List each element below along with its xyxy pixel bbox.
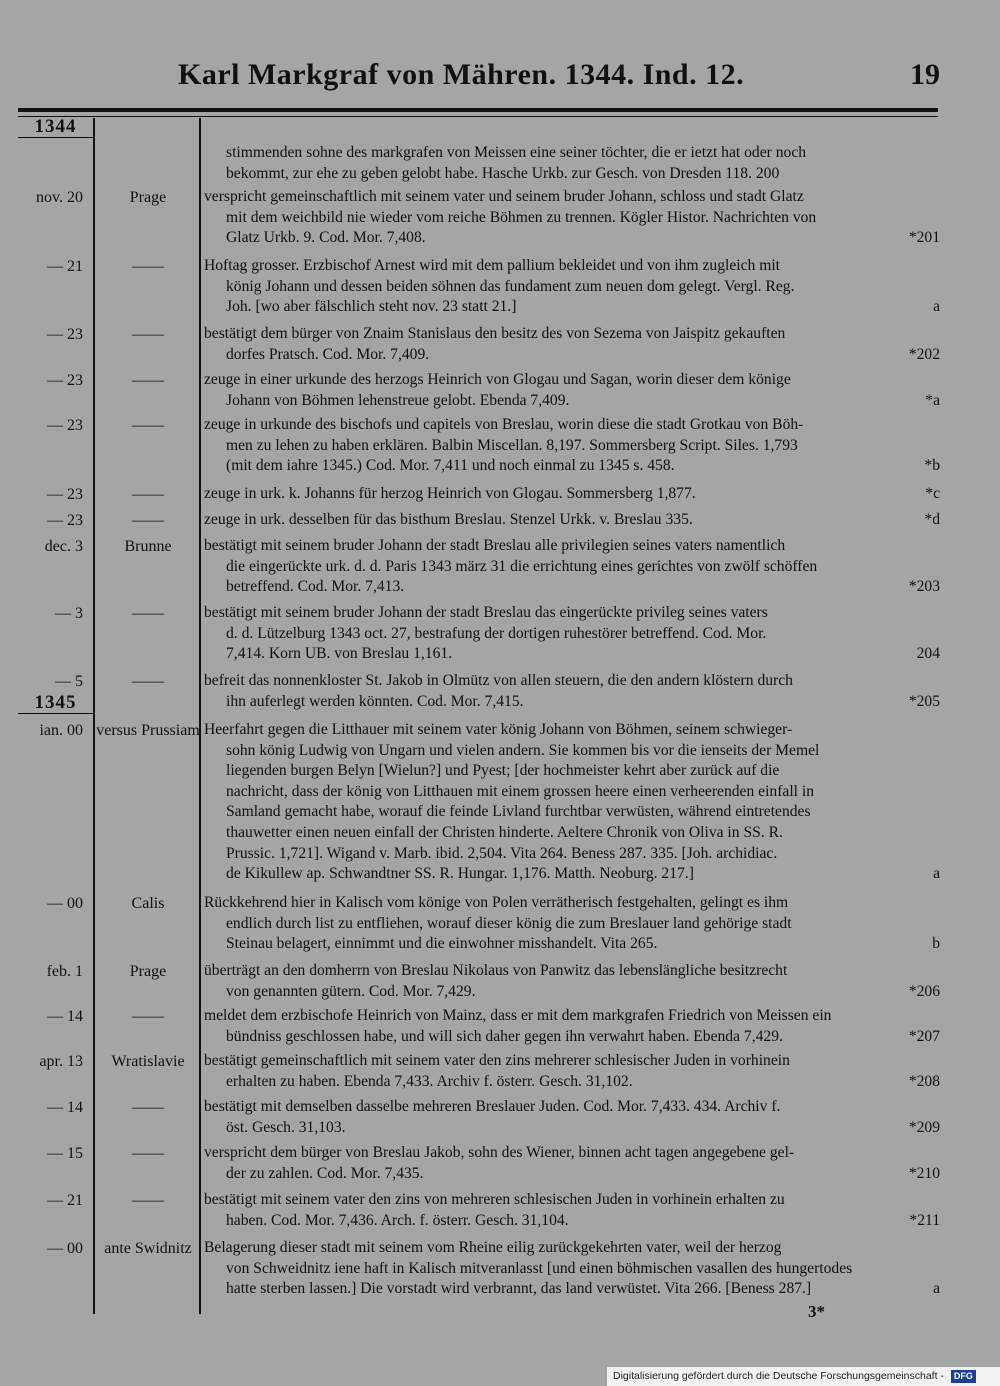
text-line: [204, 256, 940, 277]
text-line: [204, 1259, 940, 1280]
text-line-content: de Kikullew ap. Schwandtner SS. R. Hungar. 1,176. Matth. Neoburg. 217.]: [226, 865, 694, 883]
entry-text: [204, 1006, 940, 1047]
entry-date: — 23: [47, 372, 83, 389]
entry-place: ——: [132, 1099, 164, 1116]
entry-text: [204, 484, 940, 505]
entry-reference-number: *205: [908, 692, 940, 710]
entry-date: — 3: [55, 605, 83, 622]
continuation-text: [226, 143, 940, 184]
text-line-content: könig Johann und dessen beiden söhnen das fundament zum neuen dom gelegt. Vergl. Reg.: [226, 277, 795, 295]
entry-date: — 23: [47, 417, 83, 434]
entry-place: ——: [132, 1192, 164, 1209]
text-line: [204, 415, 940, 436]
entry-date: — 14: [47, 1099, 83, 1116]
text-line-content: verspricht dem bürger von Breslau Jakob, sohn des Wiener, binnen acht tagen angegebene gel-: [204, 1144, 795, 1161]
running-title: Karl Markgraf von Mähren. 1344. Ind. 12.: [178, 58, 745, 91]
text-line: [204, 436, 940, 457]
entry-date: nov. 20: [36, 189, 83, 206]
entry-reference-number: b: [932, 935, 940, 953]
text-line: bekommt, zur ehe zu geben gelobt habe. Hasche Urkb. zur Gesch. von Dresden 118. 200: [226, 164, 780, 182]
text-line: [204, 644, 940, 665]
text-line: [204, 297, 940, 318]
entry-date: dec. 3: [44, 538, 83, 555]
entry-reference-number: *d: [924, 511, 940, 528]
column-divider-place: [199, 118, 201, 1314]
entry-text: [204, 415, 940, 477]
entry-place: Wratislavie: [111, 1053, 185, 1070]
text-line: [204, 208, 940, 229]
page-number: 19: [910, 58, 940, 91]
entry-date: — 21: [47, 258, 83, 275]
text-line: [204, 456, 940, 477]
entry-reference-number: *a: [925, 391, 940, 409]
entry-place: ——: [132, 673, 164, 690]
text-line-content: erhalten zu haben. Ebenda 7,433. Archiv f. österr. Gesch. 31,102.: [226, 1072, 633, 1090]
text-line: [204, 624, 940, 645]
text-line-content: ihn auferlegt werden könnten. Cod. Mor. 7,415.: [226, 692, 524, 710]
entry-text: [204, 1238, 940, 1300]
text-line-content: men zu lehen zu haben erklären. Balbin Miscellan. 8,197. Sommersberg Script. Siles. 1,793: [226, 436, 798, 454]
text-line: [204, 823, 940, 844]
entry-text: [204, 510, 940, 531]
text-line-content: bestätigt mit seinem bruder Johann der stadt Breslau das eingerückte privileg seines vaters: [204, 604, 768, 621]
text-line-content: Hoftag grosser. Erzbischof Arnest wird mit dem pallium bekleidet und von ihm zugleich mit: [204, 257, 780, 274]
text-line: [204, 982, 940, 1003]
text-line-content: bestätigt mit demselben dasselbe mehreren Breslauer Juden. Cod. Mor. 7,433. 434. Archiv f.: [204, 1098, 781, 1115]
entry-date: — 15: [47, 1145, 83, 1162]
entry-date: — 00: [47, 1240, 83, 1257]
text-line-content: thauwetter einen neuen einfall der Christen hinderte. Aeltere Chronik von Oliva in SS. R.: [226, 823, 783, 841]
entry-place: ——: [132, 258, 164, 275]
text-line: [204, 324, 940, 345]
text-line-content: 7,414. Korn UB. von Breslau 1,161.: [226, 645, 453, 663]
text-line-content: zeuge in einer urkunde des herzogs Heinrich von Glogau und Sagan, worin dieser dem könige: [204, 371, 791, 388]
text-line: [204, 864, 940, 885]
text-line: [204, 1118, 940, 1139]
text-line: [204, 914, 940, 935]
entry-text: [204, 536, 940, 598]
text-line-content: der zu zahlen. Cod. Mor. 7,435.: [226, 1164, 424, 1182]
entry-reference-number: *201: [908, 229, 940, 247]
text-line-content: öst. Gesch. 31,103.: [226, 1118, 346, 1136]
entry-place: Prage: [129, 963, 167, 980]
entry-text: [204, 1097, 940, 1138]
text-line-content: nachricht, dass der könig von Litthauen mit einem grossen heere einen verheerenden einfall in: [226, 782, 815, 800]
entry-reference-number: *207: [908, 1027, 940, 1045]
entry-date: — 5: [55, 673, 83, 690]
entry-reference-number: *203: [908, 578, 940, 596]
entry-place: ——: [132, 486, 164, 503]
entry-place: ——: [132, 326, 164, 343]
text-line: [204, 1072, 940, 1093]
text-line-content: sohn könig Ludwig von Ungarn und vielen andern. Sie kommen bis vor die ienseits der Memel: [226, 741, 820, 759]
entry-place: ——: [132, 372, 164, 389]
text-line-content: zeuge in urk. k. Johanns für herzog Heinrich von Glogau. Sommersberg 1,877.: [204, 485, 696, 502]
text-line: [204, 1143, 940, 1164]
entry-reference-number: *206: [908, 982, 940, 1000]
text-line: [204, 1051, 940, 1072]
entry-reference-number: *202: [908, 345, 940, 363]
text-line: [204, 741, 940, 762]
entry-text: [204, 1143, 940, 1184]
year-heading-1344: 1344: [18, 117, 93, 138]
entry-date: — 21: [47, 1192, 83, 1209]
text-line-content: Joh. [wo aber fälschlich steht nov. 23 statt 21.]: [226, 298, 517, 316]
text-line: [204, 934, 940, 955]
entry-place: ——: [132, 1145, 164, 1162]
text-line: [204, 1238, 940, 1259]
text-line-content: Glatz Urkb. 9. Cod. Mor. 7,408.: [226, 229, 426, 247]
text-line: [204, 228, 940, 249]
entry-reference-number: 204: [916, 645, 940, 663]
entry-text: [204, 961, 940, 1002]
text-line-content: die eingerückte urk. d. d. Paris 1343 märz 31 die errichtung eines gerichtes von zwölf schöffen: [226, 557, 818, 575]
entry-text: [204, 603, 940, 665]
entry-text: [204, 720, 940, 885]
text-line: [204, 720, 940, 741]
text-line-content: haben. Cod. Mor. 7,436. Arch. f. österr. Gesch. 31,104.: [226, 1211, 569, 1229]
text-line-content: d. d. Lützelburg 1343 oct. 27, bestrafung der dortigen ruhestörer betreffend. Cod. Mor.: [226, 624, 767, 642]
dfg-logo: DFG: [951, 1370, 976, 1383]
text-line-content: verspricht gemeinschaftlich mit seinem vater und seinem bruder Johann, schloss und stadt Glatz: [204, 188, 804, 205]
footer-credit: [607, 1367, 1000, 1386]
text-line: [204, 1097, 940, 1118]
entry-place: ——: [132, 417, 164, 434]
text-line: [204, 536, 940, 557]
text-line: [204, 1164, 940, 1185]
text-line-content: bestätigt mit seinem bruder Johann der stadt Breslau alle privilegien seines vaters namentlich: [204, 537, 786, 554]
entry-date: — 23: [47, 512, 83, 529]
entry-date: apr. 13: [39, 1053, 83, 1070]
entry-date: — 23: [47, 326, 83, 343]
text-line-content: Prussic. 1,721]. Wigand v. Marb. ibid. 2,504. Vita 264. Beness 287. 335. [Joh. archidiac.: [226, 844, 778, 862]
page-header: [0, 58, 1000, 98]
text-line: [204, 187, 940, 208]
text-line-content: Johann von Böhmen lehenstreue gelobt. Ebenda 7,409.: [226, 391, 570, 409]
text-line: [204, 577, 940, 598]
footer-text: Digitalisierung gefördert durch die Deutsche Forschungsgemeinschaft -: [613, 1370, 944, 1382]
text-line-content: (mit dem iahre 1345.) Cod. Mor. 7,411 und noch einmal zu 1345 s. 458.: [226, 457, 675, 475]
text-line: [204, 603, 940, 624]
text-line: [204, 557, 940, 578]
text-line: [204, 802, 940, 823]
column-divider-date: [93, 118, 95, 1314]
entry-place: Calis: [131, 895, 165, 912]
entry-text: [204, 256, 940, 318]
text-line: [204, 1211, 940, 1232]
entry-text: [204, 671, 940, 712]
entry-place: ——: [132, 1008, 164, 1025]
text-line-content: liegenden burgen Belyn [Wielun?] und Pyest; [der hochmeister kehrt aber zurück auf die: [226, 762, 780, 780]
text-line: [204, 1279, 940, 1300]
text-line-content: von Schweidnitz iene haft in Kalisch mitveranlasst [und einen böhmischen vasallen des hungertodes: [226, 1259, 853, 1277]
entry-date: ian. 00: [39, 722, 83, 739]
text-line: [204, 692, 940, 713]
text-line: [204, 484, 940, 505]
text-line-content: zeuge in urkunde des bischofs und capitels von Breslau, worin diese die stadt Grotkau von Böh-: [204, 416, 804, 433]
text-line: [204, 1027, 940, 1048]
text-line: [204, 844, 940, 865]
entry-reference-number: *209: [908, 1118, 940, 1136]
text-line-content: zeuge in urk. desselben für das bisthum Breslau. Stenzel Urkk. v. Breslau 335.: [204, 511, 693, 528]
text-line: [204, 345, 940, 366]
header-rule-thin: [18, 116, 938, 117]
text-line-content: dorfes Pratsch. Cod. Mor. 7,409.: [226, 345, 430, 363]
entry-place: Brunne: [124, 538, 172, 555]
entry-text: [204, 1190, 940, 1231]
text-line-content: bündniss geschlossen habe, und will sich daher gegen ihn verwahrt haben. Ebenda 7,429.: [226, 1027, 783, 1045]
signature-mark: 3*: [808, 1302, 825, 1321]
entry-date: feb. 1: [46, 963, 83, 980]
text-line-content: mit dem weichbild nie wieder vom reiche Böhmen zu trennen. Kögler Histor. Nachrichten von: [226, 208, 817, 226]
text-line: [204, 1006, 940, 1027]
entry-place: versus Prussiam: [96, 722, 200, 739]
text-line: [204, 961, 940, 982]
entry-date: — 14: [47, 1008, 83, 1025]
text-line-content: Steinau belagert, einnimmt und die einwohner misshandelt. Vita 265.: [226, 935, 658, 953]
entry-date: — 00: [47, 895, 83, 912]
text-line-content: meldet dem erzbischofe Heinrich von Mainz, dass er mit dem markgrafen Friedrich von Meissen ein: [204, 1007, 832, 1024]
text-line: stimmenden sohne des markgrafen von Meissen eine seiner töchter, die er ietzt hat oder noch: [226, 144, 807, 161]
entry-text: [204, 1051, 940, 1092]
text-line-content: bestätigt gemeinschaftlich mit seinem vater den zins mehrerer schlesischer Juden in vorhinein: [204, 1052, 790, 1069]
text-line: [204, 782, 940, 803]
text-line-content: befreit das nonnenkloster St. Jakob in Olmütz von allen steuern, die den andern klöstern durch: [204, 672, 793, 689]
entry-text: [204, 370, 940, 411]
text-line: [204, 893, 940, 914]
text-line: [204, 671, 940, 692]
text-line-content: betreffend. Cod. Mor. 7,413.: [226, 578, 405, 596]
entry-reference-number: *c: [925, 485, 940, 502]
entry-text: [204, 324, 940, 365]
text-line-content: Rückkehrend hier in Kalisch vom könige von Polen verrätherisch festgehalten, gelingt es ihm: [204, 894, 789, 911]
entry-place: ante Swidnitz: [104, 1240, 192, 1257]
entry-place: ——: [132, 512, 164, 529]
text-line: [204, 1190, 940, 1211]
entry-reference-number: *211: [909, 1211, 940, 1229]
text-line-content: endlich durch list zu entfliehen, worauf dieser könig die zum Breslauer land gehörige stadt: [226, 914, 792, 932]
text-line: [204, 370, 940, 391]
entry-text: [204, 187, 940, 249]
text-line: [204, 761, 940, 782]
entry-place: Prage: [129, 189, 167, 206]
text-line-content: überträgt an den domherrn von Breslau Nikolaus von Panwitz das lebenslängliche besitzrecht: [204, 962, 788, 979]
text-line: [204, 391, 940, 412]
entry-reference-number: a: [933, 298, 940, 316]
entry-place: ——: [132, 605, 164, 622]
text-line-content: Belagerung dieser stadt mit seinem vom Rheine eilig zurückgekehrten vater, weil der herzog: [204, 1239, 782, 1256]
header-rule: [18, 108, 938, 112]
entry-reference-number: *208: [908, 1072, 940, 1090]
entry-text: [204, 893, 940, 955]
entry-date: — 23: [47, 486, 83, 503]
text-line-content: bestätigt mit seinem vater den zins von mehreren schlesischen Juden in vorhinein erhalten zu: [204, 1191, 785, 1208]
text-line-content: bestätigt dem bürger von Znaim Stanislaus den besitz des von Sezema von Jaispitz gekauften: [204, 325, 786, 342]
text-line: [204, 510, 940, 531]
year-heading-1345: 1345: [18, 693, 93, 714]
text-line-content: Samland gemacht habe, worauf die feinde Livland furchtbar verwüsten, während eintretendes: [226, 803, 811, 821]
text-line-content: von genannten gütern. Cod. Mor. 7,429.: [226, 982, 476, 1000]
text-line: [204, 277, 940, 298]
entry-reference-number: a: [933, 1280, 940, 1298]
text-line-content: hatte sterben lassen.] Die vorstadt wird verbrannt, das land verwüstet. Vita 266. [Beness 287.]: [226, 1280, 812, 1298]
entry-reference-number: *b: [924, 457, 940, 475]
text-line-content: Heerfahrt gegen die Litthauer mit seinem vater könig Johann von Böhmen, seinem schwieger-: [204, 721, 793, 738]
entry-reference-number: a: [933, 865, 940, 883]
entry-reference-number: *210: [908, 1164, 940, 1182]
